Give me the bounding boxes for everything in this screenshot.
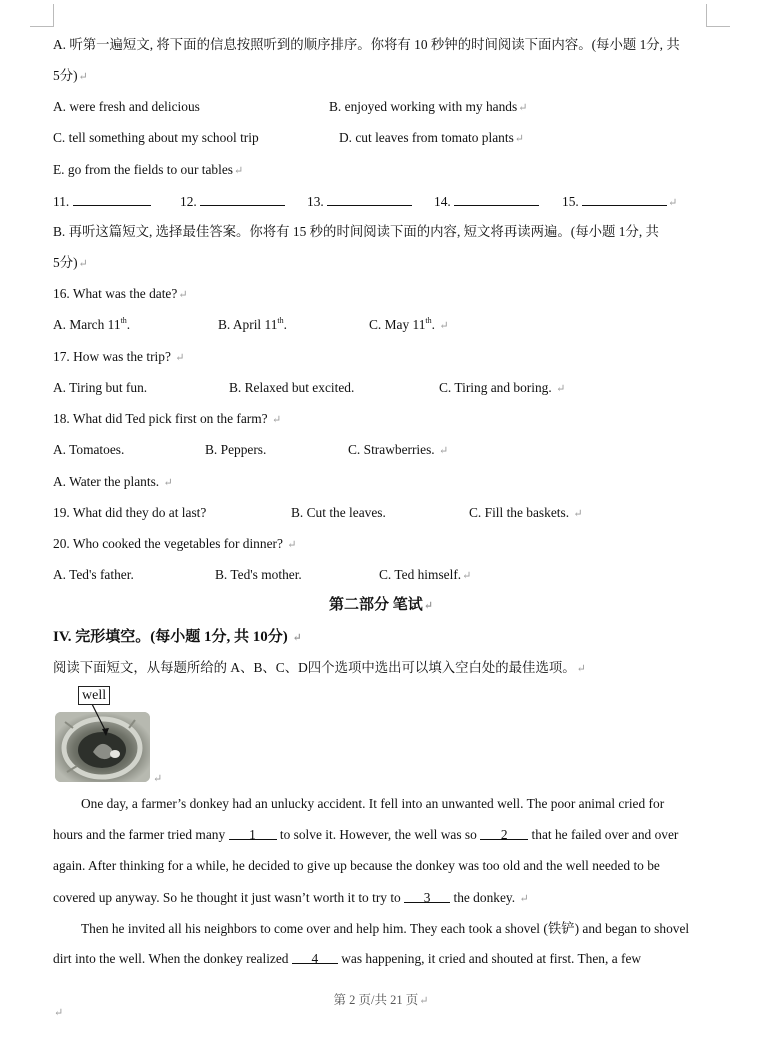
q16-option-a: A. March 11th. [53,316,131,332]
answer-blank-13[interactable]: 13. [307,192,412,211]
q17-option-a: A. Tiring but fun. [53,380,148,395]
option-a: A. were fresh and delicious [53,99,200,114]
cloze-instruction: 阅读下面短文，从每题所给的 A、B、C、D四个选项中选出可以填入空白处的最佳选项。↵ [53,660,586,675]
passage-line: dirt into the well. When the donkey realized 4 was happening, it cried and shouted at first. Then, a few [53,951,642,966]
cloze-blank-3[interactable]: 3 [404,889,450,903]
q17-option-b: B. Relaxed but excited. [229,380,355,395]
answer-blank-15[interactable]: 15. ↵ [562,194,678,209]
q16-option-b: B. April 11th. [218,316,287,332]
passage-line: covered up anyway. So he thought it just wasn’t worth it to try to 3 the donkey. ↵ [53,890,529,905]
section-four-heading: IV. 完形填空。(每小题 1分, 共 10分) ↵ [53,629,302,645]
q16-option-c: C. May 11th. ↵ [369,316,449,332]
crop-mark-top-left-v [53,4,54,26]
question-20: 20. Who cooked the vegetables for dinner? ↵ [53,536,297,551]
q18-option-b: B. Peppers. [205,442,267,457]
crop-mark-top-right-v [706,4,707,26]
q17-option-c: C. Tiring and boring. ↵ [439,380,566,395]
section-a-instruction: A. 听第一遍短文, 将下面的信息按照听到的顺序排序。你将有 10 秒钟的时间阅读下面内容。(每小题 1分, 共 [53,37,680,52]
q19-option-c: C. Fill the baskets. ↵ [469,505,583,520]
q20-option-a: A. Ted's father. [53,567,134,582]
answer-blank-11[interactable]: 11. [53,192,151,211]
q18-option-c: C. Strawberries. ↵ [348,442,449,457]
return-mark: ↵ [54,1007,64,1019]
crop-mark-top-right-h [706,26,730,27]
cloze-blank-4[interactable]: 4 [292,950,338,964]
section-a-instruction-cont: 5分)↵ [53,68,88,83]
passage-line: Then he invited all his neighbors to come over and help him. They each took a shovel (铁铲) and began to shovel [81,921,690,936]
crop-mark-top-left-h [30,26,54,27]
page-footer: 第 2 页/共 21 页↵ [333,993,429,1007]
q20-option-b: B. Ted's mother. [215,567,302,582]
arrow-icon [80,702,120,742]
passage-line: hours and the farmer tried many 1 to solve it. However, the well was so 2 that he failed over and over [53,827,679,842]
option-d: D. cut leaves from tomato plants↵ [339,130,524,145]
question-18: 18. What did Ted pick first on the farm? ↵ [53,411,282,426]
option-e: E. go from the fields to our tables↵ [53,162,244,177]
answer-blank-14[interactable]: 14. [434,192,539,211]
section-b-instruction-cont: 5分)↵ [53,255,88,270]
q18-option-a: A. Tomatoes. [53,442,125,457]
passage-line: One day, a farmer’s donkey had an unlucky accident. It fell into an unwanted well. The poor animal cried for [81,796,665,811]
well-label: well [78,686,110,705]
cloze-blank-2[interactable]: 2 [480,826,528,840]
question-17: 17. How was the trip? ↵ [53,349,185,364]
q19-option-b: B. Cut the leaves. [291,505,386,520]
section-b-instruction: B. 再听这篇短文, 选择最佳答案。你将有 15 秒的时间阅读下面的内容, 短文将再读两遍。(每小题 1分, 共 [53,224,659,239]
q19-option-a: A. Water the plants. ↵ [53,474,173,489]
question-19: 19. What did they do at last? [53,505,207,520]
cloze-blank-1[interactable]: 1 [229,826,277,840]
passage-line: again. After thinking for a while, he decided to give up because the donkey was too old and the well needed to be [53,858,660,873]
return-mark: ↵ [153,773,163,785]
q20-option-c: C. Ted himself.↵ [379,567,472,582]
part-two-title: 第二部分 笔试↵ [329,597,433,613]
question-16: 16. What was the date?↵ [53,286,188,301]
answer-blank-12[interactable]: 12. [180,192,285,211]
option-c: C. tell something about my school trip [53,130,259,145]
option-b: B. enjoyed working with my hands↵ [329,99,528,114]
